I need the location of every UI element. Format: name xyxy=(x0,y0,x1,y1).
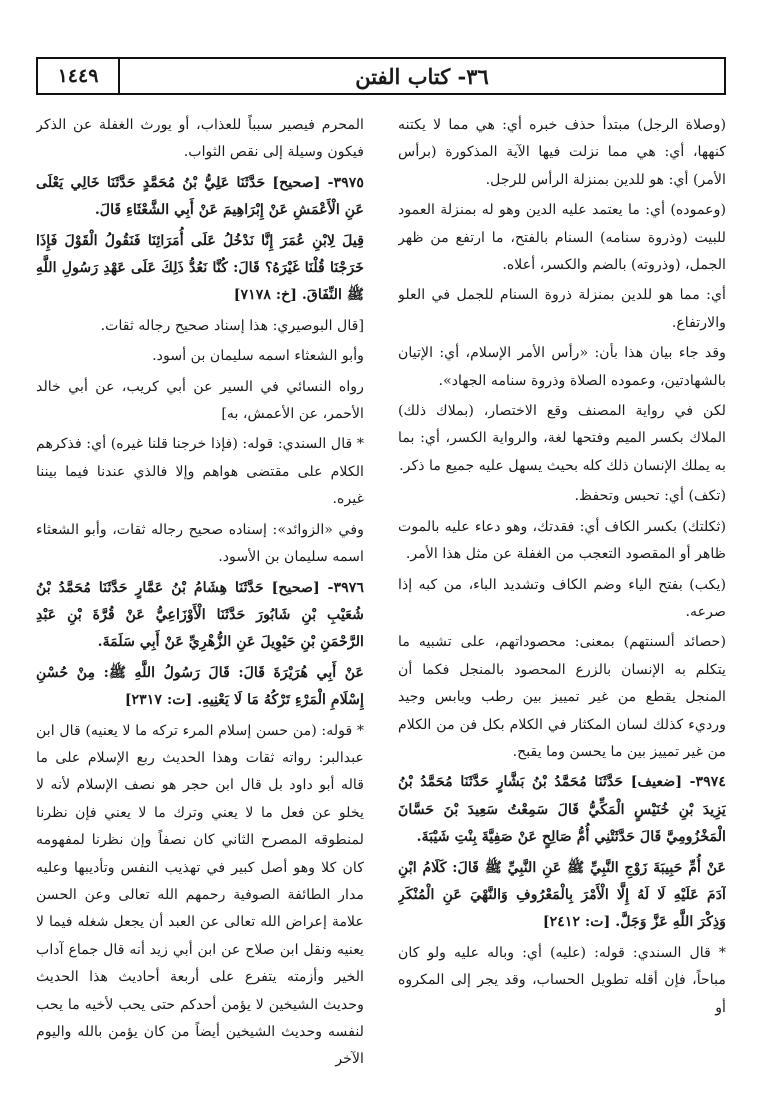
busiri-note: وأبو الشعثاء اسمه سليمان بن أسود. xyxy=(152,348,364,365)
commentary-paragraph: أي: مما هو للدين بمنزلة ذروة السنام للجمل في العلو والارتفاع. xyxy=(398,287,726,331)
commentary-paragraph: (وصلاة الرجل) مبتدأ حذف خبره أي: هي مما لا يكتنه كنهها، أي: هي مما نزلت فيها الآية المذكورة (برأس الأمر) أي: هو للدين بمنزلة الرأس للرجل. xyxy=(398,117,726,188)
busiri-note: رواه النسائي في السير عن أبي كريب، عن أبي خالد الأحمر، عن الأعمش، به] xyxy=(36,378,364,423)
zawaid-note: وفي «الزوائد»: إسناده صحيح رجاله ثقات، وأبو الشعثاء اسمه سليمان بن الأسود. xyxy=(36,521,364,566)
commentary-paragraph: (تكف) أي: تحبس وتحفظ. xyxy=(574,488,726,505)
commentary-paragraph: * قوله: (من حسن إسلام المرء تركه ما لا يعنيه) قال ابن عبدالبر: رواته ثقات وهذا الحديث ربع الإسلام على ما قاله أبو داود بل قال ابن حجر هو نصف الإسلام لأنه لا يخلو عن فعل ما لا يعني وترك ما لا يعني فإن نظرنا لمنطوقه المصرح الثاني كان نصفاً وإن نظرنا لمفهومه كان كلا وهو أصل كبير في تهذيب النفس وتأديبها وعليه مدار الطائفة الصوفية رحمهم الله تعالى وعن الحسن علامة إعراض الله تعالى عن العبد أن يجعل شغله فيما لا يعنيه ونقل ابن صلاح عن ابن أبي زيد أنه قال جماع آداب الخير وأزمته يتفرع على أربعة أحاديث هذا الحديث وحديث الشيخين لا يؤمن أحدكم حتى يحب لأخيه ما يحب لنفسه وحديث الشيخين أيضاً من كان يؤمن بالله واليوم الآخر xyxy=(36,722,364,1068)
hadith-isnad-3974: ٣٩٧٤- [ضعيف] حَدَّثَنَا مُحَمَّدُ بْنُ بَشَّارٍ حَدَّثَنَا مُحَمَّدُ بْنُ يَزِيدَ بْنِ خُنَيْسٍ الْمَكِّيُّ قَالَ سَمِعْتُ سَعِيدَ بْنَ حَسَّانَ الْمَخْزُومِيَّ قَالَ حَدَّثَتْنِي أُمُّ صَالِحٍ عَنْ صَفِيَّةَ بِنْتِ شَيْبَةَ. xyxy=(398,774,726,846)
commentary-paragraph: (حصائد ألسنتهم) بمعنى: محصوداتهم، على تشبيه ما يتكلم به الإنسان بالزرع المحصود بالمنجل فكما أن المنجل يقطع من غير تمييز بين رطب ويابس وجيد ورديء كذلك لسان المكثار في الكلام بكل فن من الكلام من غير تمييز بين ما يحسن وما يقبح. xyxy=(398,634,726,760)
hadith-isnad-3976: ٣٩٧٦- [صحيح] حَدَّثَنَا هِشَامُ بْنُ عَمَّارٍ حَدَّثَنَا مُحَمَّدُ بْنُ شُعَيْبِ بْنِ شَابُورَ حَدَّثَنَا الْأَوْزَاعِيُّ عَنْ قُرَّةَ بْنِ عَبْدِ الرَّحْمَنِ بْنِ حَيْوِيلَ عَنِ الزُّهْرِيِّ عَنْ أَبِي سَلَمَةَ. xyxy=(36,579,364,651)
commentary-paragraph: (يكب) بفتح الياء وضم الكاف وتشديد الباء، من كبه إذا صرعه. xyxy=(398,576,726,620)
busiri-note: [قال البوصيري: هذا إسناد صحيح رجاله ثقات. xyxy=(100,317,364,334)
commentary-paragraph: وقد جاء بيان هذا بأن: «رأس الأمر الإسلام، أي: الإتيان بالشهادتين، وعموده الصلاة وذروة سنامه الجهاد». xyxy=(398,345,726,389)
sindi-note: * قال السندي: قوله: (عليه) أي: وباله عليه ولو كان مباحاً، فإن أقله تطويل الحساب، وقد يجر إلى المكروه أو xyxy=(398,944,726,1016)
commentary-paragraph: (وعموده) أي: ما يعتمد عليه الدين وهو له بمنزلة العمود للبيت (وذروة سنامه) السنام بالفتح، ما ارتفع من ظهر الجمل، (وذروته) بالضم والكسر، أعلاه. xyxy=(398,202,726,274)
sindi-note: * قال السندي: قوله: (فإذا خرجنا قلنا غيره) أي: فذكرهم الكلام على مقتضى هواهم وإلا فالذي عندنا فيما بيننا غيره. xyxy=(36,436,364,508)
page-number: ١٤٤٩ xyxy=(57,65,99,87)
commentary-paragraph: المحرم فيصير سبباً للعذاب، أو يورث الغفلة عن الذكر فيكون وسيلة إلى نقص الثواب. xyxy=(36,117,364,161)
hadith-matn-3976: عَنْ أَبِي هُرَيْرَةَ قَالَ: قَالَ رَسُولُ اللَّهِ ﷺ: مِنْ حُسْنِ إِسْلَامِ الْمَرْءِ تَرْكُهُ مَا لَا يَعْنِيهِ. [ت: ٢٣١٧] xyxy=(36,664,364,709)
hadith-isnad-3975: ٣٩٧٥- [صحيح] حَدَّثَنَا عَلِيُّ بْنُ مُحَمَّدٍ حَدَّثَنَا خَالِي يَعْلَى عَنِ الْأَعْمَشِ عَنْ إِبْرَاهِيمَ عَنْ أَبِي الشَّعْثَاءِ قَالَ. xyxy=(36,174,364,219)
left-column xyxy=(36,112,364,1097)
hadith-matn-3975: قِيلَ لِابْنِ عُمَرَ إِنَّا نَدْخُلُ عَلَى أُمَرَائِنَا فَنَقُولُ الْقَوْلَ فَإِذَا خَرَجْنَا قُلْنَا غَيْرَهُ؟ قَالَ: كُنَّا نَعُدُّ ذَلِكَ عَلَى عَهْدِ رَسُولِ اللَّهِ ﷺ النِّفَاقَ. [خ: ٧١٧٨] xyxy=(36,232,364,304)
commentary-paragraph: (ثكلتك) بكسر الكاف أي: فقدتك، وهو دعاء عليه بالموت ظاهر أو المقصود التعجب من الغفلة عن مثل هذا الأمر. xyxy=(398,518,726,563)
page-header xyxy=(36,57,726,95)
commentary-paragraph: لكن في رواية المصنف وقع الاختصار، (بملاك ذلك) الملاك بكسر الميم وفتحها لغة، والرواية الكسر، أي: بما به يملك الإنسان ذلك كله بحيث يسهل عليه جميع ما ذكر. xyxy=(398,403,726,474)
hadith-matn-3974: عَنْ أُمِّ حَبِيبَةَ زَوْجِ النَّبِيِّ ﷺ عَنِ النَّبِيِّ ﷺ قَالَ: كَلَامُ ابْنِ آدَمَ عَلَيْهِ لَا لَهُ إِلَّا الْأَمْرَ بِالْمَعْرُوفِ وَالنَّهْيَ عَنِ الْمُنْكَرِ وَذِكْرَ اللَّهِ عَزَّ وَجَلَّ. [ت: ٢٤١٢] xyxy=(398,859,726,931)
right-column xyxy=(398,112,726,1097)
chapter-title: ٣٦- كتاب الفتن xyxy=(355,63,489,89)
